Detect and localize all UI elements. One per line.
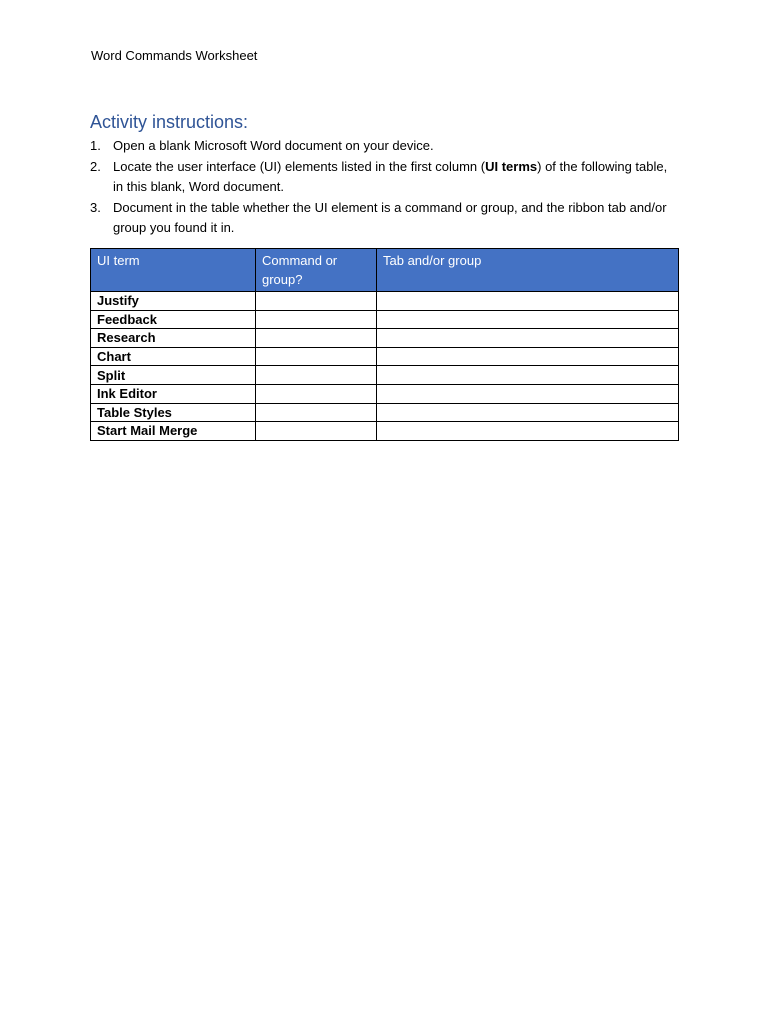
table-row <box>91 366 679 385</box>
ui-term-cell: Chart <box>91 347 256 366</box>
ui-term-cell: Ink Editor <box>91 384 256 403</box>
ui-term-cell: Research <box>91 329 256 348</box>
instruction-number: 1. <box>90 138 101 153</box>
command-or-group-cell[interactable] <box>256 310 377 329</box>
command-or-group-cell[interactable] <box>256 422 377 441</box>
table-header-row <box>91 249 679 292</box>
instruction-item <box>90 136 680 157</box>
command-or-group-cell[interactable] <box>256 347 377 366</box>
instruction-text: ) of the following table, in this blank, Word document. <box>113 158 668 194</box>
header-ui-term: UI term <box>91 249 256 292</box>
instruction-text: Document in the table whether the UI element is a command or group, and the ribbon tab and/or group you found it in. <box>113 199 667 235</box>
ui-term-cell: Table Styles <box>91 403 256 422</box>
instruction-number: 2. <box>90 158 101 174</box>
tab-and-group-cell[interactable] <box>377 366 679 385</box>
tab-and-group-cell[interactable] <box>377 403 679 422</box>
table-row <box>91 292 679 311</box>
page-header: Word Commands Worksheet <box>91 48 258 63</box>
instruction-text: Open a blank Microsoft Word document on your device. <box>113 138 434 153</box>
command-or-group-cell[interactable] <box>256 384 377 403</box>
tab-and-group-cell[interactable] <box>377 422 679 441</box>
tab-and-group-cell[interactable] <box>377 347 679 366</box>
instruction-bold-term: UI terms <box>485 158 538 174</box>
ui-term-cell: Split <box>91 366 256 385</box>
ui-term-cell: Feedback <box>91 310 256 329</box>
tab-and-group-cell[interactable] <box>377 329 679 348</box>
instruction-item <box>90 198 680 239</box>
section-heading: Activity instructions: <box>90 112 249 132</box>
command-or-group-cell[interactable] <box>256 292 377 311</box>
instruction-text: Locate the user interface (UI) elements listed in the first column ( <box>113 158 486 174</box>
instruction-item <box>90 157 680 198</box>
header-command-or-group: Command or group? <box>256 249 377 292</box>
instruction-number: 3. <box>90 199 101 215</box>
header-tab-and-group: Tab and/or group <box>377 249 679 292</box>
instructions-list <box>90 136 680 239</box>
table-row <box>91 310 679 329</box>
worksheet-table <box>90 248 679 441</box>
table-row <box>91 329 679 348</box>
tab-and-group-cell[interactable] <box>377 384 679 403</box>
command-or-group-cell[interactable] <box>256 366 377 385</box>
table-row <box>91 384 679 403</box>
table-row <box>91 347 679 366</box>
tab-and-group-cell[interactable] <box>377 292 679 311</box>
table-row <box>91 403 679 422</box>
command-or-group-cell[interactable] <box>256 329 377 348</box>
tab-and-group-cell[interactable] <box>377 310 679 329</box>
command-or-group-cell[interactable] <box>256 403 377 422</box>
table-row <box>91 422 679 441</box>
ui-term-cell: Justify <box>91 292 256 311</box>
ui-term-cell: Start Mail Merge <box>91 422 256 441</box>
